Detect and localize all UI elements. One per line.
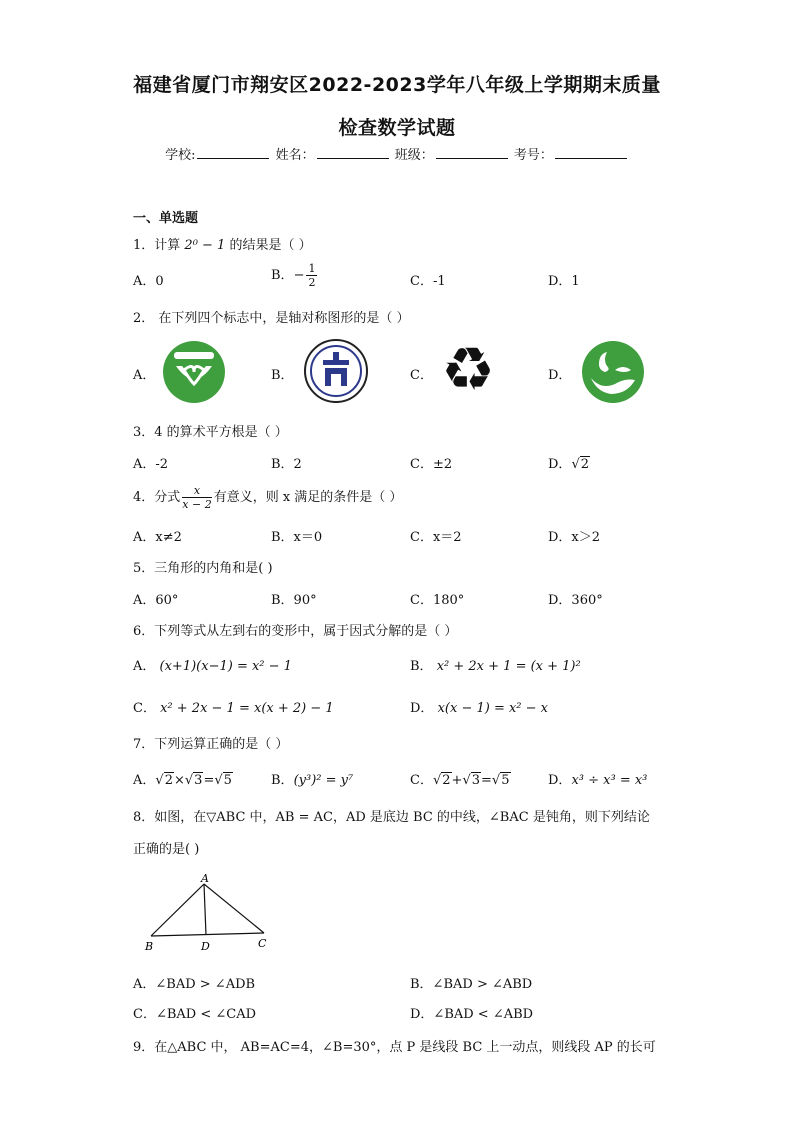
q6-option-b[interactable] bbox=[410, 655, 581, 674]
number-label: 考号： bbox=[513, 148, 553, 163]
q2-option-c[interactable]: C． bbox=[410, 368, 433, 383]
q3-radicand: 2 bbox=[580, 457, 590, 472]
class-blank[interactable] bbox=[436, 146, 508, 159]
q6-option-c-expr: x² + 2x − 1 = x(x + 2) − 1 bbox=[160, 701, 334, 716]
vertex-label-b: B bbox=[145, 940, 154, 953]
q6-option-a-label: A． bbox=[133, 659, 156, 674]
number-blank[interactable] bbox=[555, 146, 627, 159]
q4-option-d[interactable]: D．x＞2 bbox=[548, 530, 601, 545]
q7-option-b[interactable] bbox=[271, 769, 353, 788]
q7-a-radicand-2: 3 bbox=[194, 773, 203, 788]
q7-option-b-label: B． bbox=[271, 773, 294, 788]
vertex-label-c: C bbox=[258, 937, 267, 950]
q7-c-sqrt-2: √3 bbox=[462, 773, 481, 788]
q7-option-c[interactable] bbox=[410, 769, 511, 788]
q8-option-a[interactable]: A．∠BAD > ∠ADB bbox=[133, 977, 256, 992]
q5-option-b[interactable]: B．90° bbox=[271, 593, 317, 608]
q6-option-d-expr: x(x − 1) = x² − x bbox=[437, 701, 549, 716]
q3-option-d[interactable] bbox=[548, 453, 590, 472]
segment-ac bbox=[204, 884, 264, 933]
q4-option-b[interactable]: B．x＝0 bbox=[271, 530, 323, 545]
question-2-stem: 2． 在下列四个标志中，是轴对称图形的是（ ） bbox=[133, 311, 410, 326]
q8-option-d[interactable]: D．∠BAD < ∠ABD bbox=[410, 1007, 534, 1022]
q7-a-sqrt-3: √5 bbox=[214, 773, 232, 788]
segment-bc bbox=[151, 933, 264, 936]
q7-a-sqrt-1: √2 bbox=[155, 773, 173, 788]
q7-a-radicand-1: 2 bbox=[164, 773, 173, 788]
q7-c-radicand-2: 3 bbox=[471, 773, 481, 788]
q1-option-b-sign: − bbox=[293, 268, 305, 283]
student-info-row bbox=[0, 144, 794, 163]
recycle-icon: ♻ bbox=[441, 335, 495, 405]
q2-option-d[interactable]: D． bbox=[548, 368, 572, 383]
q7-a-operator: × bbox=[173, 773, 185, 788]
q1-fraction-denominator: 2 bbox=[308, 276, 316, 289]
triangle-figure bbox=[140, 872, 275, 954]
question-5-stem: 5．三角形的内角和是( ) bbox=[133, 561, 273, 576]
vertex-label-a: A bbox=[201, 872, 209, 885]
logo-green-water-icon bbox=[581, 340, 645, 404]
q1-option-b-fraction bbox=[306, 262, 317, 289]
question-1-stem bbox=[133, 234, 312, 253]
q1-option-c[interactable]: C．-1 bbox=[410, 274, 446, 289]
q5-option-d[interactable]: D．360° bbox=[548, 593, 603, 608]
q7-c-radicand-1: 2 bbox=[442, 773, 451, 788]
q4-option-a[interactable]: A．x≠2 bbox=[133, 530, 182, 545]
q1-option-a[interactable]: A．0 bbox=[133, 274, 164, 289]
name-blank[interactable] bbox=[317, 146, 389, 159]
question-6-stem: 6．下列等式从左到右的变形中，属于因式分解的是（ ） bbox=[133, 624, 458, 639]
q7-a-radicand-3: 5 bbox=[223, 773, 232, 788]
q3-option-d-label: D． bbox=[548, 457, 572, 472]
q6-option-d[interactable] bbox=[410, 697, 548, 716]
question-9-stem: 9．在△ABC 中， AB=AC=4，∠B=30°，点 P 是线段 BC 上一动点，则线段 AP 的长可 bbox=[133, 1040, 656, 1055]
question-7-stem: 7．下列运算正确的是（ ） bbox=[133, 737, 289, 752]
q7-c-radicand-3: 5 bbox=[501, 773, 510, 788]
q7-c-sqrt-3: √5 bbox=[491, 773, 510, 788]
q4-fraction-numerator: x bbox=[182, 484, 211, 498]
logo-green-v-icon bbox=[162, 340, 226, 404]
vertex-label-d: D bbox=[201, 940, 210, 953]
q7-option-a[interactable] bbox=[133, 769, 233, 788]
q6-option-b-expr: x² + 2x + 1 = (x + 1)² bbox=[436, 659, 581, 674]
q1-option-b[interactable] bbox=[271, 262, 319, 289]
q1-option-d[interactable]: D．1 bbox=[548, 274, 580, 289]
q7-c-operator: + bbox=[451, 773, 463, 788]
q1-fraction-numerator: 1 bbox=[308, 262, 316, 275]
q7-c-equals: = bbox=[481, 773, 492, 788]
class-label: 班级： bbox=[394, 148, 434, 163]
q7-option-d-label: D． bbox=[548, 773, 572, 788]
q7-a-equals: = bbox=[203, 773, 215, 788]
q7-c-sqrt-1: √2 bbox=[432, 773, 451, 788]
q7-option-a-label: A． bbox=[133, 773, 156, 788]
q7-option-d-expr: x³ ÷ x³ = x³ bbox=[571, 773, 648, 788]
q4-fraction bbox=[182, 484, 211, 511]
q2-option-a[interactable]: A． bbox=[133, 368, 156, 383]
q6-option-a[interactable] bbox=[133, 655, 292, 674]
question-8-stem-line1: 8．如图，在▽ABC 中，AB = AC，AD 是底边 BC 的中线，∠BAC 是钝角，则下列结论 bbox=[133, 810, 650, 825]
q7-option-d[interactable] bbox=[548, 769, 647, 788]
q5-option-c[interactable]: C．180° bbox=[410, 593, 465, 608]
q3-option-a[interactable]: A．-2 bbox=[133, 457, 169, 472]
question-4-stem bbox=[133, 484, 402, 511]
q6-option-a-expr: (x+1)(x−1) = x² − 1 bbox=[159, 659, 292, 674]
q4-option-c[interactable]: C．x＝2 bbox=[410, 530, 462, 545]
q5-option-a[interactable]: A．60° bbox=[133, 593, 179, 608]
q4-stem-prefix: 4．分式 bbox=[133, 490, 181, 505]
q7-option-b-expr: (y³)² = y⁷ bbox=[293, 773, 354, 788]
q3-option-b[interactable]: B．2 bbox=[271, 457, 302, 472]
segment-ab bbox=[151, 884, 204, 936]
q4-fraction-denominator: x − 2 bbox=[182, 498, 212, 511]
q3-sqrt: √2 bbox=[571, 457, 590, 472]
q7-a-sqrt-2: √3 bbox=[184, 773, 203, 788]
name-label: 姓名： bbox=[275, 148, 315, 163]
q6-option-c[interactable] bbox=[133, 697, 334, 716]
school-blank[interactable] bbox=[197, 146, 269, 159]
q1-expression: 2⁰ − 1 bbox=[184, 238, 226, 253]
question-8-stem-line2: 正确的是( ) bbox=[133, 842, 200, 857]
q1-stem-prefix: 1．计算 bbox=[133, 238, 181, 253]
school-label: 学校: bbox=[165, 148, 196, 163]
q6-option-c-label: C． bbox=[133, 701, 156, 716]
q4-stem-suffix: 有意义，则 x 满足的条件是（ ） bbox=[213, 490, 403, 505]
q6-option-d-label: D． bbox=[410, 701, 434, 716]
q7-option-c-label: C． bbox=[410, 773, 433, 788]
q3-option-c[interactable]: C．±2 bbox=[410, 457, 453, 472]
q2-option-b[interactable]: B． bbox=[271, 368, 294, 383]
question-3-stem: 3．4 的算术平方根是（ ） bbox=[133, 425, 288, 440]
exam-title-line2: 检查数学试题 bbox=[338, 117, 456, 139]
segment-ad bbox=[204, 884, 206, 935]
logo-navy-circle-icon bbox=[303, 338, 369, 404]
q8-option-c[interactable]: C．∠BAD < ∠CAD bbox=[133, 1007, 257, 1022]
exam-title-line1: 福建省厦门市翔安区2022-2023学年八年级上学期期末质量 bbox=[133, 74, 661, 96]
q6-option-b-label: B． bbox=[410, 659, 433, 674]
q8-option-b[interactable]: B．∠BAD > ∠ABD bbox=[410, 977, 533, 992]
section-heading: 一、单选题 bbox=[133, 211, 199, 226]
q1-stem-suffix: 的结果是（ ） bbox=[229, 238, 312, 253]
q1-option-b-label: B． bbox=[271, 268, 294, 283]
